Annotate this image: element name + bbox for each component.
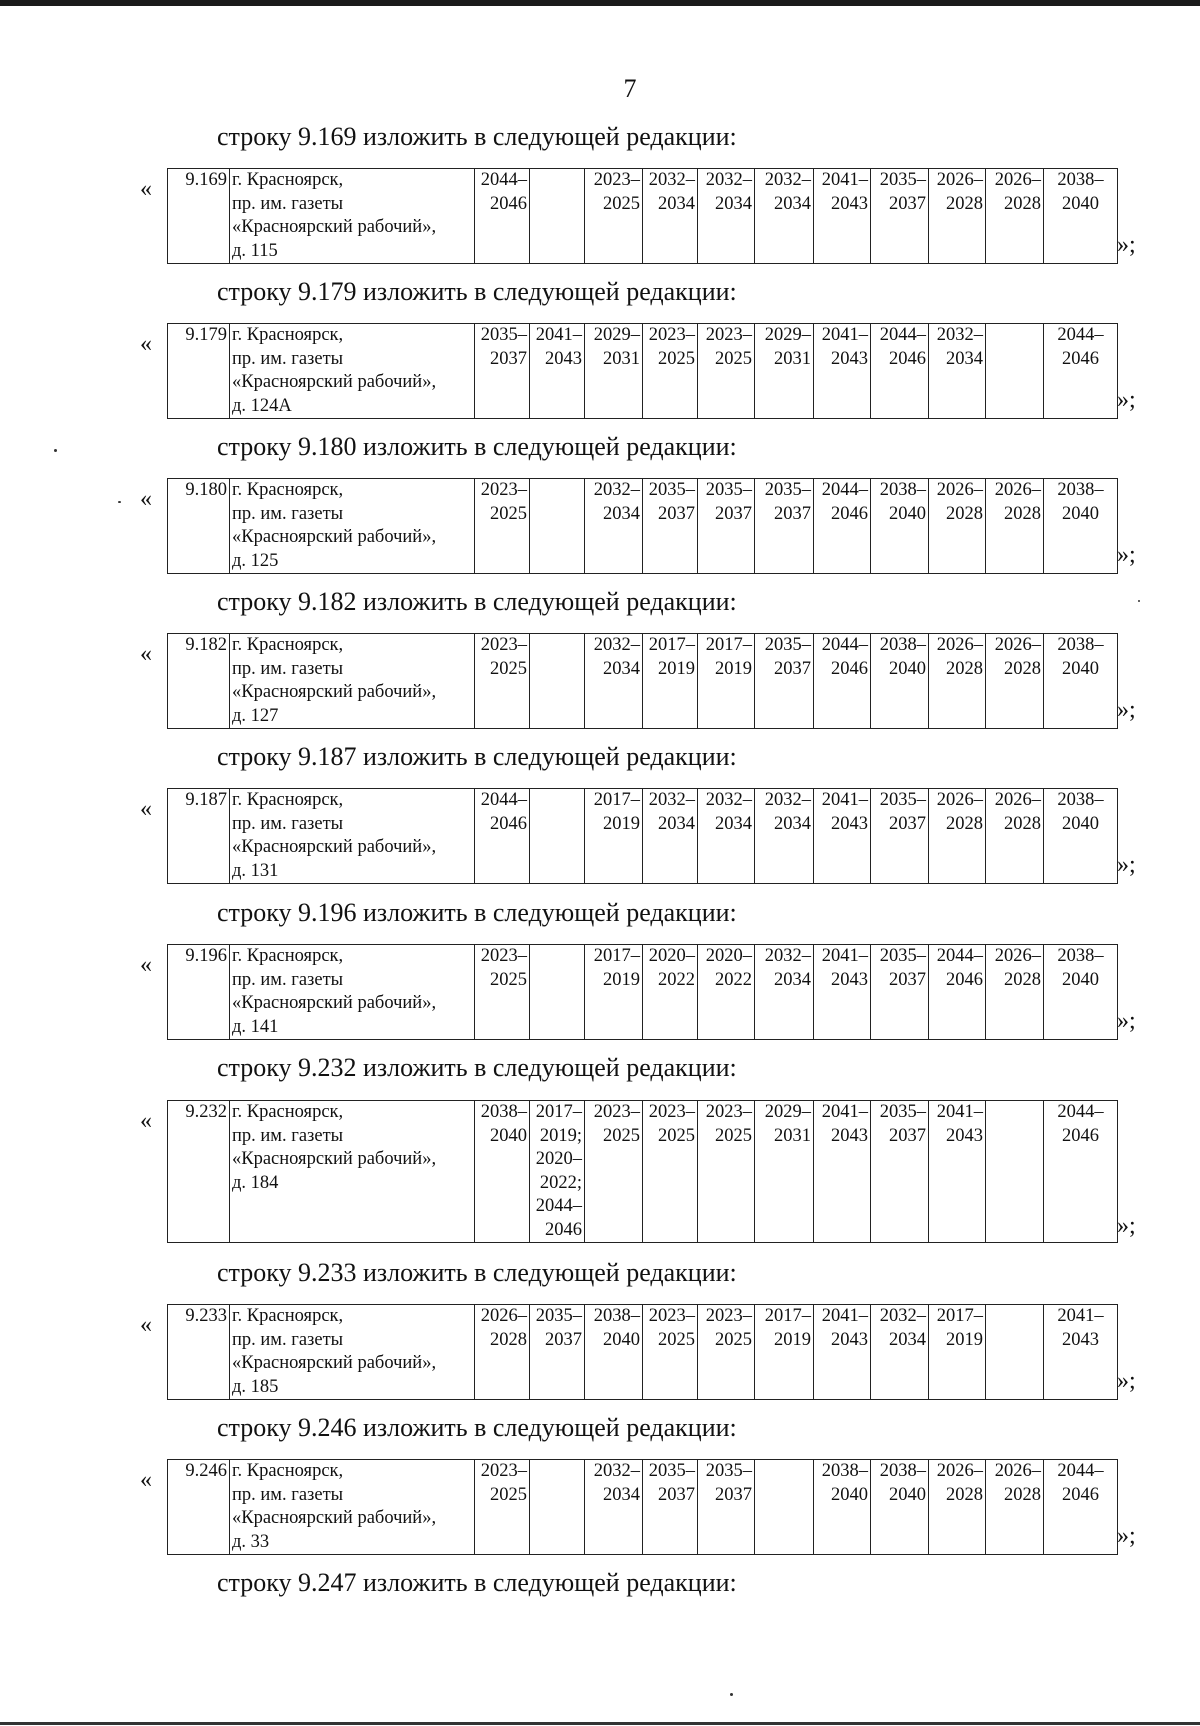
open-quote: « <box>140 1312 152 1338</box>
year-range-cell: 2017– 2019 <box>929 1305 986 1400</box>
address-line: «Красноярский рабочий», <box>232 993 437 1013</box>
address-line: д. 127 <box>232 705 279 726</box>
open-quote: « <box>140 176 152 202</box>
open-quote: « <box>140 952 152 978</box>
address-line: пр. им. газеты <box>232 1125 344 1146</box>
address-cell <box>230 479 475 574</box>
year-range-cell: 2017– 2019 <box>755 1305 814 1400</box>
year-range-cell: 2026– 2028 <box>986 634 1044 729</box>
row-number-cell: 9.196 <box>168 945 230 1040</box>
address-line: «Красноярский рабочий», <box>232 1508 437 1528</box>
scan-speck <box>1138 600 1140 602</box>
address-line: г. Красноярск, <box>232 1306 344 1326</box>
year-range-cell: 2041– 2043 <box>814 169 871 264</box>
section-caption: строку 9.187 изложить в следующей редакции: <box>217 742 737 771</box>
table-row <box>168 1460 1118 1555</box>
address-line: д. 124А <box>232 395 292 416</box>
year-range-cell <box>530 1460 585 1555</box>
section-caption: строку 9.233 изложить в следующей редакции: <box>217 1258 737 1287</box>
year-range-cell: 2035– 2037 <box>871 169 929 264</box>
year-range-cell: 2017– 2019 <box>698 634 755 729</box>
year-range-cell <box>530 789 585 884</box>
scan-speck <box>54 449 57 452</box>
year-range-cell: 2035– 2037 <box>643 479 698 574</box>
year-range-cell: 2032– 2034 <box>585 634 643 729</box>
open-quote: « <box>140 641 152 667</box>
year-range-cell: 2044– 2046 <box>475 789 530 884</box>
year-range-cell: 2044– 2046 <box>1044 1460 1118 1555</box>
row-table <box>167 1304 1118 1400</box>
section-caption: строку 9.179 изложить в следующей редакции: <box>217 277 737 306</box>
year-range-cell: 2017– 2019 <box>585 945 643 1040</box>
year-range-cell: 2026– 2028 <box>986 479 1044 574</box>
year-range-cell: 2029– 2031 <box>755 1101 814 1243</box>
scan-edge-top <box>0 0 1200 6</box>
year-range-cell: 2044– 2046 <box>1044 324 1118 419</box>
year-range-cell: 2035– 2037 <box>698 479 755 574</box>
page-number: 7 <box>623 74 637 103</box>
year-range-cell: 2023– 2025 <box>585 1101 643 1243</box>
year-range-cell: 2032– 2034 <box>871 1305 929 1400</box>
year-range-cell: 2026– 2028 <box>475 1305 530 1400</box>
year-range-cell: 2035– 2037 <box>475 324 530 419</box>
year-range-cell: 2038– 2040 <box>1044 169 1118 264</box>
address-line: д. 115 <box>232 240 278 261</box>
year-range-cell: 2032– 2034 <box>585 479 643 574</box>
row-number-cell: 9.232 <box>168 1101 230 1243</box>
address-line: «Красноярский рабочий», <box>232 1353 437 1373</box>
year-range-cell: 2023– 2025 <box>698 1305 755 1400</box>
year-range-cell: 2029– 2031 <box>755 324 814 419</box>
year-range-cell: 2038– 2040 <box>585 1305 643 1400</box>
year-range-cell: 2044– 2046 <box>929 945 986 1040</box>
address-line: д. 33 <box>232 1531 270 1552</box>
year-range-cell: 2038– 2040 <box>814 1460 871 1555</box>
year-range-cell: 2020– 2022 <box>643 945 698 1040</box>
year-range-cell: 2038– 2040 <box>475 1101 530 1243</box>
year-range-cell: 2035– 2037 <box>755 479 814 574</box>
year-range-cell: 2017– 2019 <box>585 789 643 884</box>
close-quote: »; <box>1117 1213 1136 1239</box>
address-line: «Красноярский рабочий», <box>232 1149 437 1169</box>
row-table <box>167 168 1118 264</box>
year-range-cell: 2035– 2037 <box>698 1460 755 1555</box>
scan-speck <box>118 501 121 503</box>
year-range-cell: 2038– 2040 <box>871 1460 929 1555</box>
address-line: д. 131 <box>232 860 279 881</box>
table-row <box>168 1101 1118 1243</box>
year-range-cell <box>986 1305 1044 1400</box>
address-cell <box>230 789 475 884</box>
open-quote: « <box>140 796 152 822</box>
address-line: пр. им. газеты <box>232 193 344 214</box>
close-quote: »; <box>1117 542 1136 568</box>
row-number-cell: 9.182 <box>168 634 230 729</box>
close-quote: »; <box>1117 697 1136 723</box>
section-caption: строку 9.246 изложить в следующей редакции: <box>217 1413 737 1442</box>
address-line: пр. им. газеты <box>232 503 344 524</box>
table-row <box>168 789 1118 884</box>
row-table <box>167 478 1118 574</box>
open-quote: « <box>140 331 152 357</box>
year-range-cell <box>986 1101 1044 1243</box>
address-line: г. Красноярск, <box>232 1102 344 1122</box>
table-row <box>168 634 1118 729</box>
year-range-cell <box>530 634 585 729</box>
address-cell <box>230 1305 475 1400</box>
row-number-cell: 9.246 <box>168 1460 230 1555</box>
address-line: г. Красноярск, <box>232 790 344 810</box>
row-table <box>167 323 1118 419</box>
year-range-cell: 2035– 2037 <box>871 1101 929 1243</box>
year-range-cell: 2023– 2025 <box>475 479 530 574</box>
year-range-cell: 2035– 2037 <box>871 789 929 884</box>
year-range-cell: 2041– 2043 <box>814 324 871 419</box>
year-range-cell: 2023– 2025 <box>643 1101 698 1243</box>
year-range-cell: 2044– 2046 <box>814 634 871 729</box>
row-number-cell: 9.180 <box>168 479 230 574</box>
row-number-cell: 9.187 <box>168 789 230 884</box>
year-range-cell: 2023– 2025 <box>475 634 530 729</box>
open-quote: « <box>140 1108 152 1134</box>
year-range-cell: 2041– 2043 <box>814 789 871 884</box>
address-line: «Красноярский рабочий», <box>232 527 437 547</box>
address-cell <box>230 169 475 264</box>
close-quote: »; <box>1117 1523 1136 1549</box>
year-range-cell <box>530 479 585 574</box>
close-quote: »; <box>1117 1008 1136 1034</box>
year-range-cell: 2035– 2037 <box>871 945 929 1040</box>
address-cell <box>230 324 475 419</box>
year-range-cell: 2044– 2046 <box>814 479 871 574</box>
year-range-cell <box>755 1460 814 1555</box>
year-range-cell: 2017– 2019 <box>643 634 698 729</box>
address-line: «Красноярский рабочий», <box>232 217 437 237</box>
year-range-cell: 2032– 2034 <box>755 169 814 264</box>
year-range-cell: 2044– 2046 <box>475 169 530 264</box>
row-number-cell: 9.179 <box>168 324 230 419</box>
year-range-cell: 2032– 2034 <box>755 945 814 1040</box>
year-range-cell: 2026– 2028 <box>929 789 986 884</box>
address-cell <box>230 945 475 1040</box>
year-range-cell: 2026– 2028 <box>986 945 1044 1040</box>
address-line: пр. им. газеты <box>232 348 344 369</box>
table-row <box>168 479 1118 574</box>
year-range-cell: 2026– 2028 <box>986 169 1044 264</box>
section-caption: строку 9.169 изложить в следующей редакции: <box>217 122 737 151</box>
year-range-cell: 2041– 2043 <box>814 1101 871 1243</box>
year-range-cell: 2041– 2043 <box>530 324 585 419</box>
year-range-cell: 2026– 2028 <box>986 1460 1044 1555</box>
year-range-cell <box>530 169 585 264</box>
year-range-cell: 2038– 2040 <box>871 479 929 574</box>
year-range-cell: 2032– 2034 <box>698 789 755 884</box>
year-range-cell: 2032– 2034 <box>755 789 814 884</box>
address-line: пр. им. газеты <box>232 1329 344 1350</box>
address-line: д. 184 <box>232 1172 279 1193</box>
year-range-cell: 2044– 2046 <box>1044 1101 1118 1243</box>
year-range-cell: 2044– 2046 <box>871 324 929 419</box>
address-line: г. Красноярск, <box>232 1461 344 1481</box>
section-caption: строку 9.247 изложить в следующей редакции: <box>217 1568 737 1597</box>
year-range-cell: 2026– 2028 <box>929 634 986 729</box>
year-range-cell: 2032– 2034 <box>643 789 698 884</box>
row-number-cell: 9.233 <box>168 1305 230 1400</box>
address-line: г. Красноярск, <box>232 946 344 966</box>
year-range-cell: 2035– 2037 <box>755 634 814 729</box>
year-range-cell: 2038– 2040 <box>1044 945 1118 1040</box>
address-line: г. Красноярск, <box>232 170 344 190</box>
year-range-cell: 2026– 2028 <box>929 169 986 264</box>
address-line: пр. им. газеты <box>232 969 344 990</box>
address-line: пр. им. газеты <box>232 813 344 834</box>
year-range-cell: 2020– 2022 <box>698 945 755 1040</box>
year-range-cell: 2032– 2034 <box>585 1460 643 1555</box>
table-row <box>168 945 1118 1040</box>
row-table <box>167 944 1118 1040</box>
year-range-cell: 2023– 2025 <box>585 169 643 264</box>
year-range-cell: 2032– 2034 <box>929 324 986 419</box>
year-range-cell: 2023– 2025 <box>698 324 755 419</box>
address-cell <box>230 1101 475 1243</box>
year-range-cell: 2041– 2043 <box>929 1101 986 1243</box>
table-row <box>168 1305 1118 1400</box>
address-line: «Красноярский рабочий», <box>232 372 437 392</box>
row-table <box>167 1100 1118 1243</box>
address-line: г. Красноярск, <box>232 635 344 655</box>
year-range-cell: 2026– 2028 <box>986 789 1044 884</box>
section-caption: строку 9.180 изложить в следующей редакции: <box>217 432 737 461</box>
year-range-cell: 2035– 2037 <box>530 1305 585 1400</box>
close-quote: »; <box>1117 232 1136 258</box>
address-line: пр. им. газеты <box>232 658 344 679</box>
close-quote: »; <box>1117 852 1136 878</box>
year-range-cell: 2032– 2034 <box>643 169 698 264</box>
year-range-cell: 2023– 2025 <box>475 1460 530 1555</box>
year-range-cell: 2041– 2043 <box>814 1305 871 1400</box>
year-range-cell: 2038– 2040 <box>1044 634 1118 729</box>
open-quote: « <box>140 1467 152 1493</box>
row-table <box>167 1459 1118 1555</box>
year-range-cell: 2038– 2040 <box>871 634 929 729</box>
row-table <box>167 633 1118 729</box>
table-row <box>168 324 1118 419</box>
address-line: г. Красноярск, <box>232 325 344 345</box>
open-quote: « <box>140 486 152 512</box>
scan-speck <box>730 1693 733 1696</box>
address-line: д. 141 <box>232 1016 279 1037</box>
section-caption: строку 9.182 изложить в следующей редакции: <box>217 587 737 616</box>
address-line: г. Красноярск, <box>232 480 344 500</box>
address-line: «Красноярский рабочий», <box>232 837 437 857</box>
section-caption: строку 9.232 изложить в следующей редакции: <box>217 1053 737 1082</box>
year-range-cell: 2041– 2043 <box>1044 1305 1118 1400</box>
address-cell <box>230 1460 475 1555</box>
year-range-cell: 2029– 2031 <box>585 324 643 419</box>
close-quote: »; <box>1117 1368 1136 1394</box>
year-range-cell <box>986 324 1044 419</box>
year-range-cell: 2035– 2037 <box>643 1460 698 1555</box>
year-range-cell: 2026– 2028 <box>929 1460 986 1555</box>
address-line: пр. им. газеты <box>232 1484 344 1505</box>
address-line: д. 125 <box>232 550 279 571</box>
table-row <box>168 169 1118 264</box>
row-table <box>167 788 1118 884</box>
address-cell <box>230 634 475 729</box>
year-range-cell: 2038– 2040 <box>1044 479 1118 574</box>
row-number-cell: 9.169 <box>168 169 230 264</box>
year-range-cell: 2038– 2040 <box>1044 789 1118 884</box>
scan-edge-bottom <box>0 1722 1200 1725</box>
address-line: д. 185 <box>232 1376 279 1397</box>
year-range-cell: 2023– 2025 <box>698 1101 755 1243</box>
year-range-cell: 2023– 2025 <box>643 324 698 419</box>
close-quote: »; <box>1117 387 1136 413</box>
year-range-cell: 2032– 2034 <box>698 169 755 264</box>
year-range-cell: 2041– 2043 <box>814 945 871 1040</box>
year-range-cell: 2023– 2025 <box>643 1305 698 1400</box>
year-range-cell: 2017– 2019; 2020– 2022; 2044– 2046 <box>530 1101 585 1243</box>
year-range-cell: 2026– 2028 <box>929 479 986 574</box>
year-range-cell <box>530 945 585 1040</box>
section-caption: строку 9.196 изложить в следующей редакции: <box>217 898 737 927</box>
year-range-cell: 2023– 2025 <box>475 945 530 1040</box>
address-line: «Красноярский рабочий», <box>232 682 437 702</box>
